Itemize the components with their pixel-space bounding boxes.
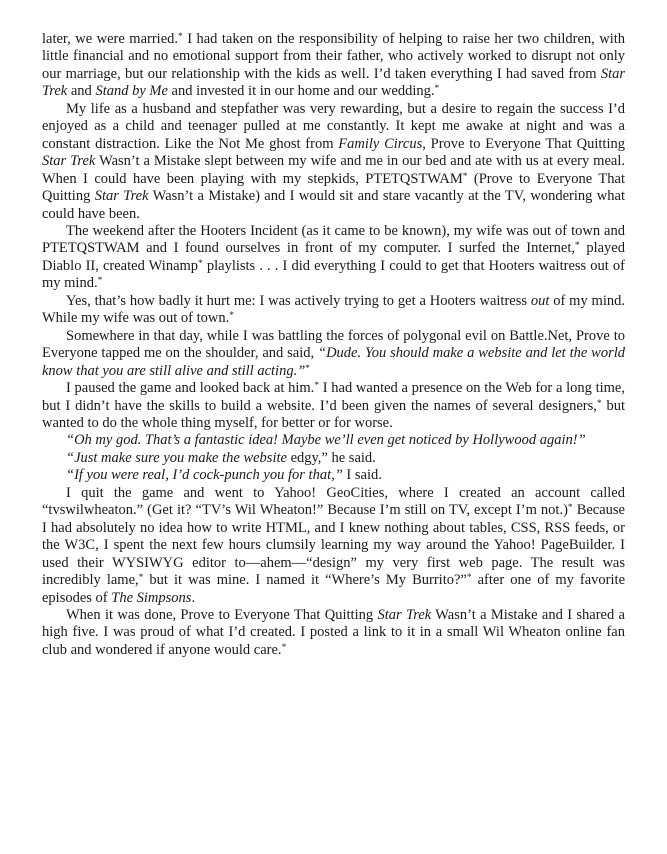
footnote-marker: * [305, 363, 310, 374]
paragraph [42, 450, 625, 467]
paragraph [42, 432, 625, 449]
text-run: playlists . . . I did everything I could to get that Hooters waitress out of my mind. [42, 257, 626, 292]
text-run: edgy,” [290, 449, 328, 466]
footnote-marker: * [138, 572, 144, 583]
italic-text-run: Star Trek [377, 606, 432, 623]
text-run: . [191, 589, 196, 606]
text-run: after one of my favorite episodes of [42, 572, 626, 606]
paragraph [42, 101, 625, 223]
footnote-marker: * [434, 84, 440, 95]
footnote-marker: * [281, 642, 287, 653]
paragraph [42, 467, 625, 484]
text-run: I said. [342, 467, 382, 484]
footnote-marker: * [314, 380, 320, 391]
italic-text-run: “Just make sure you make the website [66, 449, 291, 466]
text-run: When it was done, Prove to Everyone That Quitting [66, 606, 378, 623]
footnote-marker: * [97, 276, 103, 287]
italic-text-run: out [530, 292, 550, 309]
text-run: My life as a husband and stepfather was very rewarding, but a desire to regain the success I’d enjoyed as a child and teenager pulled at me constantly. It kept me awake at night and was a constant distraction. Like the Not Me ghost from [42, 100, 625, 152]
italic-text-run: Star Trek [94, 188, 149, 205]
text-run: Prove to Everyone That Quitting [425, 135, 625, 152]
text-run: but it was mine. I named it “Where’s My Burrito?” [143, 572, 467, 589]
paragraph [42, 607, 625, 659]
paragraph [42, 293, 625, 328]
text-run: I quit the game and went to Yahoo! GeoCities, where I created an account called “tvswilwheaton.” (Get it? “TV’s Wil Wheaton!” Because I’m still on TV, except I’m not.) [42, 484, 625, 519]
italic-text-run: “If you were real, I’d cock-punch you for that,” [66, 467, 343, 484]
text-run: of my mind. While my wife was out of town. [42, 292, 625, 327]
italic-text-run: Star Trek [42, 65, 625, 100]
footnote-marker: * [575, 241, 580, 252]
text-run: (Prove to Everyone That Quitting [42, 170, 625, 205]
paragraph [42, 380, 625, 432]
footnote-marker: * [198, 258, 203, 269]
text-run: Wasn’t a Mistake slept between my wife and me in our bed and ate with us at every meal. When I could have been playing with my stepkids, PTETQSTWAM [42, 153, 625, 187]
text-run: later, we were married. [42, 31, 179, 47]
italic-text-run: “Dude. You should make a website and let the world know that you are still alive and still acting.” [42, 345, 625, 379]
text-run: he said. [327, 449, 376, 466]
italic-text-run: Star Trek [42, 153, 96, 170]
paragraph [42, 31, 625, 101]
text-run: I had wanted a presence on the Web for a long time, but I didn’t have the skills to build a website. I’d been given the names of several designers, [42, 380, 625, 414]
page-text [42, 31, 625, 659]
text-run: The weekend after the Hooters Incident (as it came to be known), my wife was out of town and PTETQSTWAM and I found ourselves in front of my computer. I surfed the Internet, [42, 222, 625, 257]
text-run: Wasn’t a Mistake and I shared a high five. I was proud of what I’d created. I posted a link to it in a small Wil Wheaton online fan club and wondered if anyone would care. [42, 606, 625, 658]
text-run: and [67, 83, 96, 100]
text-run: I paused the game and looked back at him. [66, 380, 315, 397]
text-run: Wasn’t a Mistake) and I would sit and stare vacantly at the TV, wondering what could have been. [42, 188, 625, 222]
text-run: but wanted to do the whole thing myself, for better or for worse. [42, 397, 626, 431]
italic-text-run: Stand by Me [95, 83, 168, 100]
footnote-marker: * [178, 31, 183, 42]
footnote-marker: * [466, 572, 472, 583]
text-run: I had taken on the responsibility of helping to raise her two children, with little financial and no emotional support from their father, who actively worked to disrupt not only our marriage, but our relationship with the kids as well. I’d taken everything I had saved from [42, 31, 626, 82]
text-run: and invested it in our home and our wedding. [167, 83, 435, 100]
italic-text-run: Family Circus, [338, 135, 426, 152]
text-run: Because I had absolutely no idea how to write HTML, and I knew nothing about tables, CSS, RSS feeds, or the W3C, I spent the next few hours clumsily learning my way around the Yahoo! PageBuilder. I used their WYSIWYG editor to—ahem—“design” my very first web page. The result was incredibly lame, [42, 502, 625, 589]
text-run: Yes, that’s how badly it hurt me: I was actively trying to get a Hooters waitress [66, 292, 531, 309]
footnote-marker: * [462, 171, 468, 182]
text-run: played Diablo II, created Winamp [42, 240, 625, 274]
footnote-marker: * [567, 503, 573, 513]
paragraph [42, 223, 625, 293]
text-run: Somewhere in that day, while I was battling the forces of polygonal evil on Battle.Net, Prove to Everyone tapped me on the shoulder, and said, [42, 327, 625, 362]
paragraph [42, 485, 625, 607]
footnote-marker: * [229, 311, 234, 322]
italic-text-run: The Simpsons [111, 589, 192, 606]
footnote-marker: * [596, 398, 602, 409]
italic-text-run: “Oh my god. That’s a fantastic idea! Maybe we’ll even get noticed by Hollywood again!” [66, 432, 586, 449]
paragraph [42, 328, 625, 380]
